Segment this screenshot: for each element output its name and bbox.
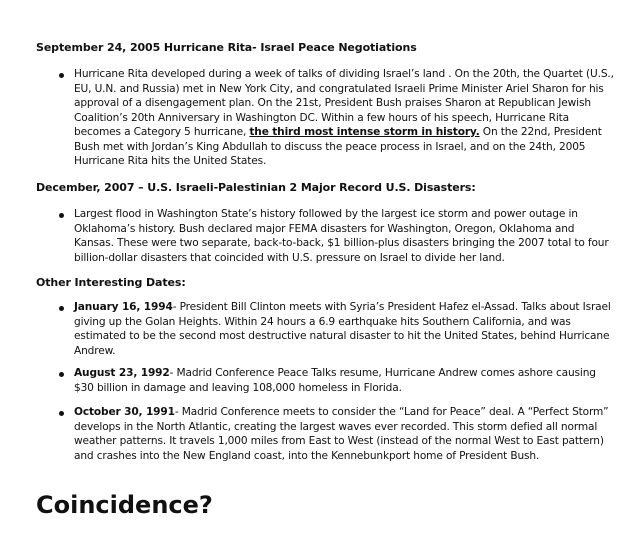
bullet-dot: [59, 73, 64, 78]
bullet-dot: [59, 306, 64, 311]
bullet-dot: [59, 213, 64, 218]
bullet-text: - Madrid Conference meets to consider the “Land for Peace” deal. A “Perfect Storm” develops in the North Atlantic, creating the largest waves ever recorded. This storm defied all normal weather patterns. It travels 1,000 miles from East to West (instead of the normal West to East pattern) and crashes into the New England coast, into the Kennebunkport home of President Bush.: [74, 406, 609, 462]
bullet-date: October 30, 1991: [74, 406, 175, 418]
bullet-aug-1992: [74, 366, 614, 395]
bullet-date: January 16, 1994: [74, 301, 173, 313]
section-heading-rita: September 24, 2005 Hurricane Rita- Israel Peace Negotiations: [36, 41, 417, 54]
bullet-2007: [74, 207, 614, 265]
bullet-dot: [59, 411, 64, 416]
bullet-date: August 23, 1992: [74, 367, 170, 379]
bullet-rita: [74, 67, 614, 169]
bullet-dot: [59, 372, 64, 377]
bullet-text: - President Bill Clinton meets with Syria’s President Hafez el-Assad. Talks about Israel giving up the Golan Heights. Within 24 hours a 6.9 earthquake hits Southern California, and was estimated to be the second most destructive natural disaster to hit the United States, behind Hurricane Andrew.: [74, 301, 611, 357]
bullet-jan-1994: [74, 300, 614, 358]
bullet-text: Hurricane Rita developed during a week of talks of dividing Israel’s land . On the 20th, the Quartet (U.S., EU, U.N. and Russia) met in New York City, and congratulated Israeli Prime Minister Ariel Sharon for his approval of a disengagement plan. On the 21st, President Bush praises Sharon at Republican Jewish Coalition’s 20th Anniversary in Washington DC. Within a few hours of his speech, Hurricane Rita becomes a Category 5 hurricane,: [74, 68, 614, 138]
emphasis-link-text: the third most intense storm in history.: [249, 126, 480, 138]
bullet-oct-1991: [74, 405, 614, 463]
bullet-text: Largest flood in Washington State’s history followed by the largest ice storm and power outage in Oklahoma’s history. Bush declared major FEMA disasters for Washington, Oregon, Oklahoma and Kansas. These were two separate, back-to-back, $1 billion-plus disasters bringing the 2007 total to four billion-dollar disasters that coincided with U.S. pressure on Israel to divide her land.: [74, 208, 609, 264]
section-heading-2007: December, 2007 – U.S. Israeli-Palestinian 2 Major Record U.S. Disasters:: [36, 181, 476, 194]
bullet-text: - Madrid Conference Peace Talks resume, Hurricane Andrew comes ashore causing $30 billion in damage and leaving 108,000 homeless in Florida.: [74, 367, 596, 394]
section-heading-other-dates: Other Interesting Dates:: [36, 276, 186, 289]
closing-title: Coincidence?: [36, 491, 213, 519]
bullet-text: On the 22nd, President Bush met with Jordan’s King Abdullah to discuss the peace process in Israel, and on the 24th, 2005 Hurricane Rita hits the United States.: [74, 126, 602, 167]
